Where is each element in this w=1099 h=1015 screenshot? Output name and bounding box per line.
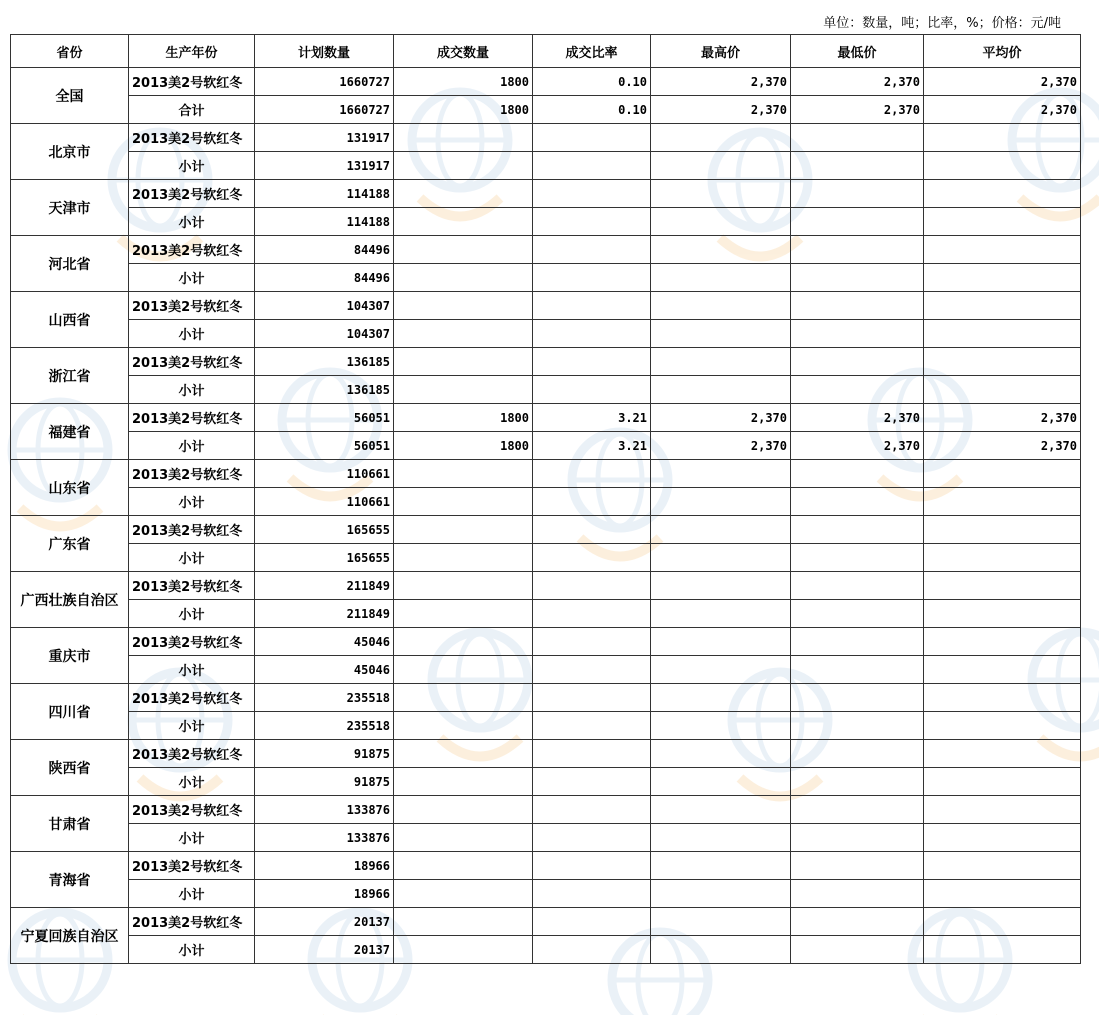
plan-qty-cell: 165655 — [255, 544, 394, 572]
table-row — [11, 712, 1081, 740]
plan-qty-cell: 104307 — [255, 320, 394, 348]
year-cell: 小计 — [129, 880, 255, 908]
avg-price-cell — [924, 684, 1081, 712]
max-price-cell — [651, 712, 791, 740]
province-cell: 北京市 — [11, 124, 129, 180]
year-cell: 2013美2号软红冬 — [129, 236, 255, 264]
deal-qty-cell — [394, 376, 533, 404]
min-price-cell — [791, 180, 924, 208]
plan-qty-cell: 45046 — [255, 656, 394, 684]
deal-ratio-cell — [533, 264, 651, 292]
table-row — [11, 96, 1081, 124]
avg-price-cell — [924, 208, 1081, 236]
min-price-cell: 2,370 — [791, 404, 924, 432]
avg-price-cell — [924, 180, 1081, 208]
max-price-cell — [651, 460, 791, 488]
plan-qty-cell: 211849 — [255, 600, 394, 628]
year-cell: 小计 — [129, 544, 255, 572]
avg-price-cell — [924, 740, 1081, 768]
deal-ratio-cell — [533, 880, 651, 908]
deal-ratio-cell: 0.10 — [533, 68, 651, 96]
unit-note: 单位：数量，吨；比率，%；价格：元/吨 — [823, 16, 1061, 31]
min-price-cell — [791, 796, 924, 824]
deal-ratio-cell — [533, 236, 651, 264]
deal-qty-cell: 1800 — [394, 96, 533, 124]
max-price-cell — [651, 320, 791, 348]
deal-ratio-cell — [533, 852, 651, 880]
min-price-cell — [791, 908, 924, 936]
deal-qty-cell — [394, 516, 533, 544]
table-row — [11, 404, 1081, 432]
plan-qty-cell: 56051 — [255, 404, 394, 432]
min-price-cell — [791, 544, 924, 572]
table-row — [11, 460, 1081, 488]
plan-qty-cell: 110661 — [255, 460, 394, 488]
min-price-cell: 2,370 — [791, 432, 924, 460]
max-price-cell: 2,370 — [651, 96, 791, 124]
province-cell: 陕西省 — [11, 740, 129, 796]
deal-qty-cell — [394, 180, 533, 208]
min-price-cell — [791, 768, 924, 796]
deal-qty-cell — [394, 320, 533, 348]
deal-ratio-cell — [533, 824, 651, 852]
deal-ratio-cell — [533, 908, 651, 936]
deal-qty-cell — [394, 600, 533, 628]
plan-qty-cell: 211849 — [255, 572, 394, 600]
header-min-price: 最低价 — [791, 35, 924, 68]
max-price-cell — [651, 628, 791, 656]
avg-price-cell — [924, 124, 1081, 152]
deal-qty-cell — [394, 768, 533, 796]
deal-ratio-cell — [533, 348, 651, 376]
plan-qty-cell: 84496 — [255, 264, 394, 292]
deal-ratio-cell — [533, 376, 651, 404]
province-cell: 浙江省 — [11, 348, 129, 404]
table-row — [11, 180, 1081, 208]
table-row — [11, 852, 1081, 880]
deal-ratio-cell — [533, 768, 651, 796]
plan-qty-cell: 1660727 — [255, 68, 394, 96]
min-price-cell — [791, 124, 924, 152]
province-cell: 天津市 — [11, 180, 129, 236]
min-price-cell — [791, 208, 924, 236]
plan-qty-cell: 104307 — [255, 292, 394, 320]
max-price-cell — [651, 908, 791, 936]
plan-qty-cell: 133876 — [255, 796, 394, 824]
deal-ratio-cell — [533, 544, 651, 572]
year-cell: 2013美2号软红冬 — [129, 292, 255, 320]
min-price-cell — [791, 264, 924, 292]
deal-ratio-cell: 0.10 — [533, 96, 651, 124]
deal-qty-cell — [394, 880, 533, 908]
year-cell: 2013美2号软红冬 — [129, 908, 255, 936]
max-price-cell: 2,370 — [651, 432, 791, 460]
plan-qty-cell: 235518 — [255, 712, 394, 740]
min-price-cell — [791, 628, 924, 656]
deal-ratio-cell: 3.21 — [533, 404, 651, 432]
table-row — [11, 544, 1081, 572]
min-price-cell — [791, 320, 924, 348]
table-row — [11, 236, 1081, 264]
avg-price-cell — [924, 600, 1081, 628]
year-cell: 2013美2号软红冬 — [129, 796, 255, 824]
avg-price-cell — [924, 572, 1081, 600]
table-row — [11, 348, 1081, 376]
avg-price-cell: 2,370 — [924, 96, 1081, 124]
plan-qty-cell: 91875 — [255, 740, 394, 768]
max-price-cell — [651, 768, 791, 796]
avg-price-cell — [924, 824, 1081, 852]
min-price-cell — [791, 236, 924, 264]
min-price-cell — [791, 600, 924, 628]
table-row — [11, 600, 1081, 628]
deal-ratio-cell — [533, 320, 651, 348]
year-cell: 2013美2号软红冬 — [129, 348, 255, 376]
avg-price-cell — [924, 936, 1081, 964]
deal-ratio-cell: 3.21 — [533, 432, 651, 460]
deal-ratio-cell — [533, 712, 651, 740]
avg-price-cell — [924, 768, 1081, 796]
max-price-cell — [651, 740, 791, 768]
plan-qty-cell: 165655 — [255, 516, 394, 544]
year-cell: 2013美2号软红冬 — [129, 460, 255, 488]
min-price-cell: 2,370 — [791, 96, 924, 124]
min-price-cell — [791, 152, 924, 180]
table-row — [11, 320, 1081, 348]
plan-qty-cell: 136185 — [255, 376, 394, 404]
min-price-cell — [791, 572, 924, 600]
avg-price-cell — [924, 152, 1081, 180]
deal-qty-cell — [394, 236, 533, 264]
deal-ratio-cell — [533, 600, 651, 628]
year-cell: 2013美2号软红冬 — [129, 852, 255, 880]
table-row — [11, 292, 1081, 320]
avg-price-cell — [924, 852, 1081, 880]
deal-qty-cell — [394, 852, 533, 880]
plan-qty-cell: 136185 — [255, 348, 394, 376]
deal-qty-cell: 1800 — [394, 404, 533, 432]
max-price-cell: 2,370 — [651, 68, 791, 96]
deal-ratio-cell — [533, 684, 651, 712]
province-cell: 河北省 — [11, 236, 129, 292]
table-row — [11, 264, 1081, 292]
avg-price-cell — [924, 908, 1081, 936]
avg-price-cell — [924, 712, 1081, 740]
deal-qty-cell — [394, 712, 533, 740]
province-cell: 甘肃省 — [11, 796, 129, 852]
table-row — [11, 572, 1081, 600]
max-price-cell — [651, 348, 791, 376]
plan-qty-cell: 20137 — [255, 936, 394, 964]
table-row — [11, 488, 1081, 516]
min-price-cell — [791, 824, 924, 852]
deal-ratio-cell — [533, 460, 651, 488]
min-price-cell — [791, 712, 924, 740]
year-cell: 小计 — [129, 152, 255, 180]
deal-qty-cell — [394, 572, 533, 600]
deal-ratio-cell — [533, 656, 651, 684]
deal-ratio-cell — [533, 936, 651, 964]
max-price-cell — [651, 684, 791, 712]
header-year: 生产年份 — [129, 35, 255, 68]
header-province: 省份 — [11, 35, 129, 68]
deal-ratio-cell — [533, 628, 651, 656]
year-cell: 2013美2号软红冬 — [129, 684, 255, 712]
plan-qty-cell: 1660727 — [255, 96, 394, 124]
deal-qty-cell — [394, 628, 533, 656]
table-row — [11, 796, 1081, 824]
max-price-cell — [651, 516, 791, 544]
table-body — [11, 68, 1081, 964]
table-row — [11, 908, 1081, 936]
avg-price-cell — [924, 236, 1081, 264]
min-price-cell — [791, 684, 924, 712]
header-max-price: 最高价 — [651, 35, 791, 68]
table-row — [11, 516, 1081, 544]
min-price-cell — [791, 936, 924, 964]
min-price-cell — [791, 516, 924, 544]
deal-qty-cell — [394, 292, 533, 320]
min-price-cell — [791, 376, 924, 404]
table-row — [11, 152, 1081, 180]
deal-qty-cell — [394, 544, 533, 572]
max-price-cell — [651, 852, 791, 880]
year-cell: 2013美2号软红冬 — [129, 404, 255, 432]
max-price-cell — [651, 796, 791, 824]
table-row — [11, 68, 1081, 96]
province-cell: 宁夏回族自治区 — [11, 908, 129, 964]
avg-price-cell: 2,370 — [924, 404, 1081, 432]
year-cell: 小计 — [129, 320, 255, 348]
avg-price-cell — [924, 488, 1081, 516]
avg-price-cell — [924, 264, 1081, 292]
deal-ratio-cell — [533, 208, 651, 236]
year-cell: 小计 — [129, 264, 255, 292]
year-cell: 合计 — [129, 96, 255, 124]
table-row — [11, 376, 1081, 404]
avg-price-cell: 2,370 — [924, 432, 1081, 460]
deal-ratio-cell — [533, 516, 651, 544]
deal-qty-cell — [394, 936, 533, 964]
table-row — [11, 432, 1081, 460]
max-price-cell — [651, 124, 791, 152]
deal-qty-cell — [394, 124, 533, 152]
deal-qty-cell — [394, 824, 533, 852]
deal-qty-cell — [394, 460, 533, 488]
plan-qty-cell: 110661 — [255, 488, 394, 516]
max-price-cell — [651, 544, 791, 572]
province-cell: 青海省 — [11, 852, 129, 908]
min-price-cell — [791, 460, 924, 488]
max-price-cell — [651, 264, 791, 292]
year-cell: 小计 — [129, 656, 255, 684]
deal-qty-cell — [394, 488, 533, 516]
min-price-cell — [791, 656, 924, 684]
max-price-cell — [651, 572, 791, 600]
deal-qty-cell — [394, 348, 533, 376]
max-price-cell — [651, 824, 791, 852]
year-cell: 2013美2号软红冬 — [129, 124, 255, 152]
avg-price-cell — [924, 376, 1081, 404]
plan-qty-cell: 133876 — [255, 824, 394, 852]
deal-ratio-cell — [533, 488, 651, 516]
plan-qty-cell: 84496 — [255, 236, 394, 264]
avg-price-cell — [924, 320, 1081, 348]
max-price-cell — [651, 488, 791, 516]
table-row — [11, 880, 1081, 908]
plan-qty-cell: 18966 — [255, 880, 394, 908]
deal-qty-cell: 1800 — [394, 432, 533, 460]
deal-qty-cell — [394, 684, 533, 712]
avg-price-cell: 2,370 — [924, 68, 1081, 96]
province-cell: 四川省 — [11, 684, 129, 740]
plan-qty-cell: 18966 — [255, 852, 394, 880]
year-cell: 2013美2号软红冬 — [129, 572, 255, 600]
min-price-cell — [791, 740, 924, 768]
plan-qty-cell: 114188 — [255, 208, 394, 236]
deal-ratio-cell — [533, 796, 651, 824]
avg-price-cell — [924, 880, 1081, 908]
year-cell: 2013美2号软红冬 — [129, 180, 255, 208]
year-cell: 小计 — [129, 432, 255, 460]
province-cell: 广西壮族自治区 — [11, 572, 129, 628]
min-price-cell — [791, 292, 924, 320]
year-cell: 2013美2号软红冬 — [129, 628, 255, 656]
max-price-cell — [651, 600, 791, 628]
deal-qty-cell — [394, 740, 533, 768]
year-cell: 2013美2号软红冬 — [129, 68, 255, 96]
max-price-cell — [651, 656, 791, 684]
table-row — [11, 656, 1081, 684]
min-price-cell — [791, 348, 924, 376]
avg-price-cell — [924, 628, 1081, 656]
header-avg-price: 平均价 — [924, 35, 1081, 68]
header-deal-ratio: 成交比率 — [533, 35, 651, 68]
plan-qty-cell: 91875 — [255, 768, 394, 796]
table-row — [11, 768, 1081, 796]
table-row — [11, 208, 1081, 236]
avg-price-cell — [924, 544, 1081, 572]
avg-price-cell — [924, 292, 1081, 320]
data-table — [10, 34, 1081, 964]
plan-qty-cell: 131917 — [255, 152, 394, 180]
deal-qty-cell — [394, 908, 533, 936]
year-cell: 小计 — [129, 600, 255, 628]
year-cell: 小计 — [129, 824, 255, 852]
deal-ratio-cell — [533, 152, 651, 180]
max-price-cell — [651, 880, 791, 908]
province-cell: 福建省 — [11, 404, 129, 460]
year-cell: 小计 — [129, 936, 255, 964]
deal-ratio-cell — [533, 124, 651, 152]
plan-qty-cell: 45046 — [255, 628, 394, 656]
table-row — [11, 628, 1081, 656]
avg-price-cell — [924, 516, 1081, 544]
deal-qty-cell: 1800 — [394, 68, 533, 96]
year-cell: 小计 — [129, 376, 255, 404]
avg-price-cell — [924, 460, 1081, 488]
deal-qty-cell — [394, 152, 533, 180]
year-cell: 小计 — [129, 768, 255, 796]
year-cell: 小计 — [129, 488, 255, 516]
max-price-cell — [651, 152, 791, 180]
year-cell: 小计 — [129, 712, 255, 740]
min-price-cell: 2,370 — [791, 68, 924, 96]
min-price-cell — [791, 852, 924, 880]
year-cell: 2013美2号软红冬 — [129, 516, 255, 544]
max-price-cell: 2,370 — [651, 404, 791, 432]
table-row — [11, 824, 1081, 852]
min-price-cell — [791, 880, 924, 908]
max-price-cell — [651, 180, 791, 208]
deal-qty-cell — [394, 656, 533, 684]
min-price-cell — [791, 488, 924, 516]
deal-qty-cell — [394, 208, 533, 236]
plan-qty-cell: 235518 — [255, 684, 394, 712]
table-row — [11, 740, 1081, 768]
province-cell: 全国 — [11, 68, 129, 124]
max-price-cell — [651, 936, 791, 964]
table-row — [11, 124, 1081, 152]
max-price-cell — [651, 292, 791, 320]
plan-qty-cell: 20137 — [255, 908, 394, 936]
year-cell: 小计 — [129, 208, 255, 236]
header-deal-qty: 成交数量 — [394, 35, 533, 68]
max-price-cell — [651, 208, 791, 236]
deal-ratio-cell — [533, 572, 651, 600]
table-header-row — [11, 35, 1081, 68]
province-cell: 山东省 — [11, 460, 129, 516]
plan-qty-cell: 56051 — [255, 432, 394, 460]
max-price-cell — [651, 236, 791, 264]
province-cell: 广东省 — [11, 516, 129, 572]
table-row — [11, 936, 1081, 964]
avg-price-cell — [924, 796, 1081, 824]
province-cell: 山西省 — [11, 292, 129, 348]
deal-qty-cell — [394, 796, 533, 824]
deal-ratio-cell — [533, 292, 651, 320]
max-price-cell — [651, 376, 791, 404]
plan-qty-cell: 131917 — [255, 124, 394, 152]
header-plan-qty: 计划数量 — [255, 35, 394, 68]
avg-price-cell — [924, 656, 1081, 684]
year-cell: 2013美2号软红冬 — [129, 740, 255, 768]
plan-qty-cell: 114188 — [255, 180, 394, 208]
table-row — [11, 684, 1081, 712]
province-cell: 重庆市 — [11, 628, 129, 684]
deal-ratio-cell — [533, 180, 651, 208]
deal-ratio-cell — [533, 740, 651, 768]
deal-qty-cell — [394, 264, 533, 292]
avg-price-cell — [924, 348, 1081, 376]
